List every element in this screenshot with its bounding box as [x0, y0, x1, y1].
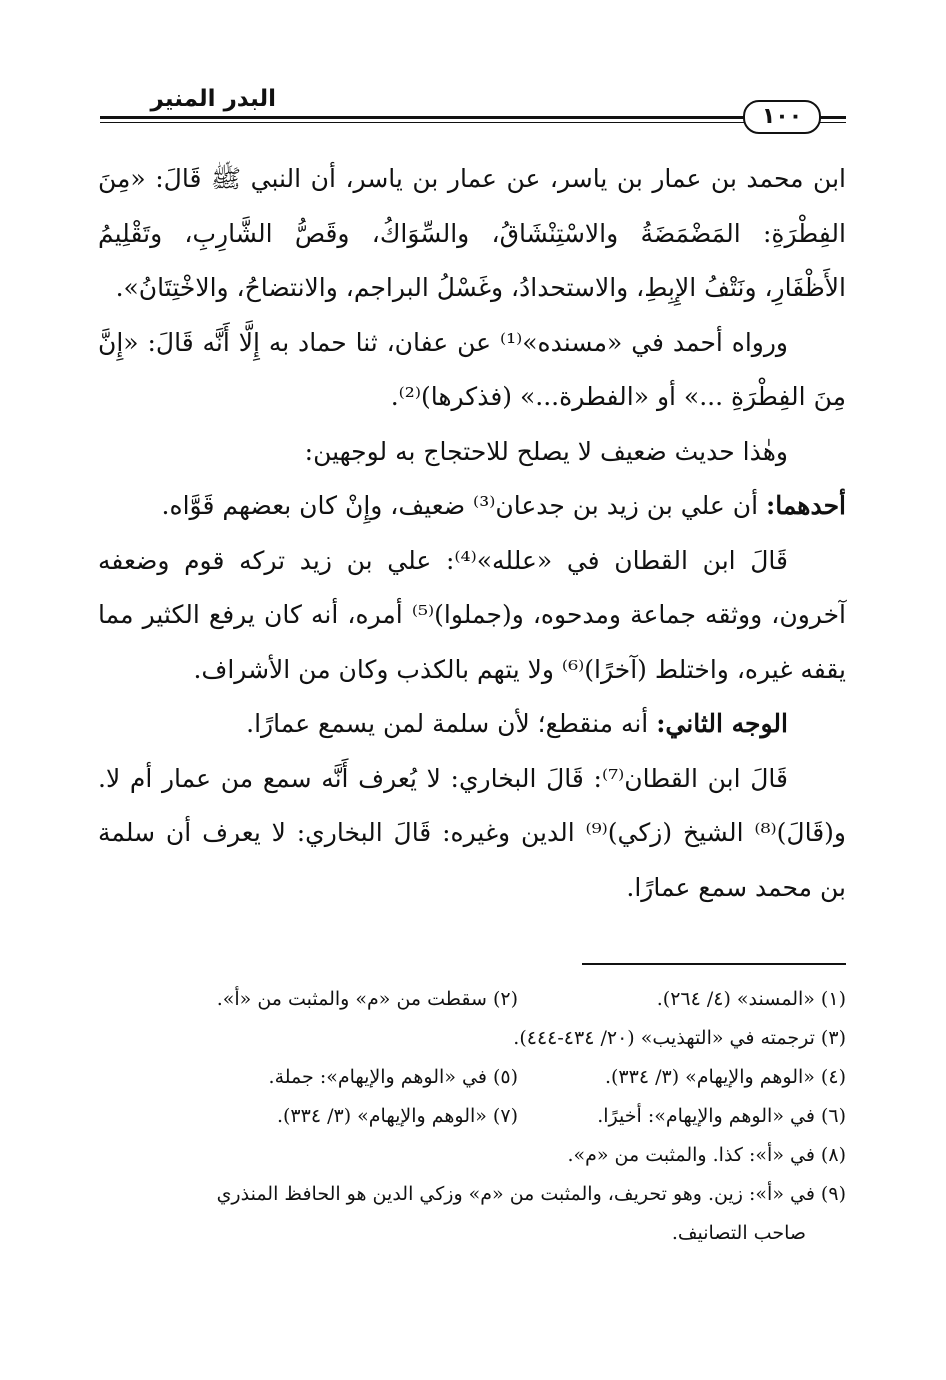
paragraph-hadith: ابن محمد بن عمار بن ياسر، عن عمار بن ياسر، أن النبي ﷺ قَالَ: «مِنَ الفِطْرَةِ: المَضْمَضَةُ والاسْتِنْشَاقُ، والسِّوَاكُ، وقَصُّ الشَّارِبِ، وتَقْلِيمُ الأَظْفَارِ، ونَتْفُ الإِبِطِ، والاستحدادُ، وغَسْلُ البراجم، والانتضاحُ، والاخْتِتَانُ».	[98, 164, 846, 302]
paragraph-first-reason	[98, 479, 846, 534]
main-text	[98, 152, 846, 915]
paragraph-weakness-intro: وهٰذا حديث ضعيف لا يصلح للاحتجاج به لوجهين:	[304, 436, 788, 466]
footnote-9-line-1: (٩) في «أ»: زين. وهو تحريف، والمثبت من «م» وزكي الدين هو الحافظ المنذري	[216, 1183, 846, 1205]
footnote-2: (٢) سقطت من «م» والمثبت من «أ».	[216, 988, 518, 1010]
first-reason-text: أن علي بن زيد بن جدعان⁽³⁾ ضعيف، وإِنْ كان بعضهم قَوَّاه.	[161, 491, 766, 520]
paragraph-second-reason	[98, 697, 846, 752]
footnote-1: (١) «المسند» (٤/ ٢٦٤).	[656, 988, 846, 1010]
page-number: ١٠٠	[743, 100, 821, 134]
second-reason-text: أنه منقطع؛ لأن سلمة لمن يسمع عمارًا.	[246, 709, 657, 738]
header-rule-thin	[100, 122, 846, 123]
footnote-3: (٣) ترجمته في «التهذيب» (٢٠/ ٤٣٤-٤٤٤).	[513, 1027, 846, 1049]
footnote-7: (٧) «الوهم والإيهام» (٣/ ٣٣٤).	[276, 1105, 518, 1127]
paragraph-ahmad-narration: ورواه أحمد في «مسنده»⁽¹⁾ عن عفان، ثنا حماد به إِلَّا أَنَّه قَالَ: «إِنَّ مِنَ الفِطْرَةِ ...» أو «الفطرة...» (فذكرها)⁽²⁾.	[98, 327, 846, 411]
footnote-separator	[582, 963, 846, 965]
footnote-9	[98, 1175, 846, 1253]
footnote-row	[98, 1097, 846, 1136]
footnotes	[98, 980, 846, 1253]
paragraph-bukhari: قَالَ ابن القطان⁽⁷⁾: قَالَ البخاري: لا يُعرف أَنَّه سمع من عمار أم لا. و(قَالَ)⁽⁸⁾ الشيخ (زكي)⁽⁹⁾ الدين وغيره: قَالَ البخاري: لا يعرف أن سلمة بن محمد سمع عمارًا.	[98, 763, 846, 902]
footnote-4: (٤) «الوهم والإيهام» (٣/ ٣٣٤).	[604, 1066, 846, 1088]
footnote-9-line-2: صاحب التصانيف.	[671, 1222, 806, 1244]
footnote-8: (٨) في «أ»: كذا. والمثبت من «م».	[567, 1144, 846, 1166]
second-reason-label: الوجه الثاني:	[656, 709, 788, 738]
first-reason-label: أحدهما:	[765, 491, 846, 520]
header-rule	[100, 116, 846, 126]
running-title: البدر المنير	[150, 86, 276, 112]
footnote-5: (٥) في «الوهم والإيهام»: جملة.	[268, 1066, 518, 1088]
footnote-row	[98, 1058, 846, 1097]
header-rule-thick	[100, 116, 846, 119]
footnote-row	[98, 980, 846, 1019]
footnote-6: (٦) في «الوهم والإيهام»: أخيرًا.	[597, 1105, 846, 1127]
paragraph-ibn-qattan: قَالَ ابن القطان في «علله»⁽⁴⁾: علي بن زيد تركه قوم وضعفه آخرون، ووثقه جماعة ومدحوه، و(جملوا)⁽⁵⁾ أمره، أنه كان يرفع الكثير مما يقفه غيره، واختلط (آخرًا)⁽⁶⁾ ولا يتهم بالكذب وكان من الأشراف.	[98, 545, 846, 684]
